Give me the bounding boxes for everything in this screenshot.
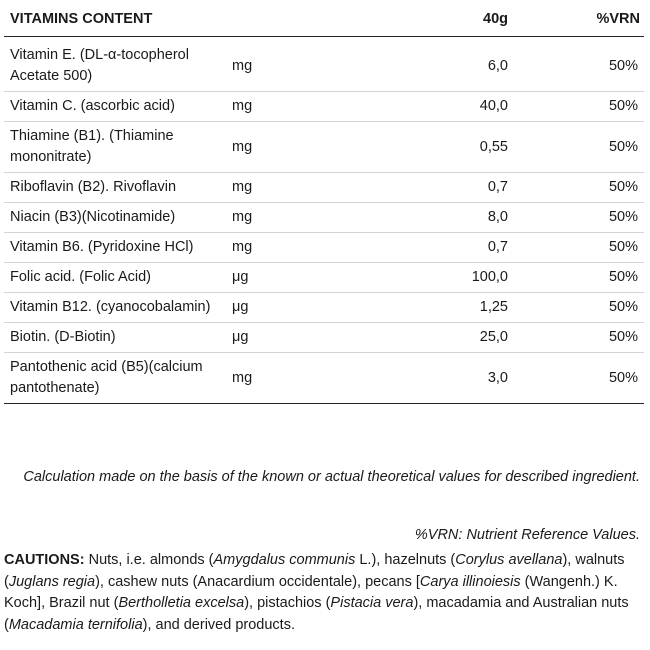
header-unit <box>232 8 312 37</box>
unit-cell: mg <box>232 353 312 404</box>
vrn-cell: 50% <box>512 122 644 173</box>
amount-cell: 100,0 <box>312 263 512 293</box>
amount-cell: 0,7 <box>312 233 512 263</box>
vitamin-name-cell: Vitamin B12. (cyanocobalamin) <box>4 293 232 323</box>
vrn-cell: 50% <box>512 323 644 353</box>
scientific-name: Corylus avellana <box>455 552 563 568</box>
vrn-cell: 50% <box>512 203 644 233</box>
vrn-cell: 50% <box>512 233 644 263</box>
unit-cell: μg <box>232 293 312 323</box>
cautions-label: CAUTIONS: <box>4 552 85 568</box>
cautions-text-segment: Nuts, i.e. almonds ( <box>84 552 214 568</box>
amount-cell: 8,0 <box>312 203 512 233</box>
table-row <box>4 203 644 233</box>
scientific-name: Carya illinoiesis <box>419 573 521 590</box>
table-body <box>4 37 644 404</box>
vrn-cell: 50% <box>512 263 644 293</box>
cautions-text <box>4 552 629 633</box>
header-amount: 40g <box>312 8 512 37</box>
cautions-text-segment: ), walnuts ( <box>4 552 625 590</box>
header-vitamins-content: VITAMINS CONTENT <box>4 8 232 37</box>
table-row <box>4 293 644 323</box>
unit-cell: μg <box>232 323 312 353</box>
amount-cell: 1,25 <box>312 293 512 323</box>
table-row <box>4 173 644 203</box>
vrn-cell: 50% <box>512 353 644 404</box>
scientific-name: Macadamia ternifolia <box>8 616 143 633</box>
cautions-text-segment: ), pistachios ( <box>244 595 331 611</box>
amount-cell: 25,0 <box>312 323 512 353</box>
table-row <box>4 233 644 263</box>
scientific-name: Amygdalus communis <box>213 552 356 568</box>
vitamin-name-cell: Pantothenic acid (B5)(calcium pantothenate) <box>4 353 232 404</box>
table-row <box>4 263 644 293</box>
vrn-note: %VRN: Nutrient Reference Values. <box>414 527 640 543</box>
amount-cell: 0,55 <box>312 122 512 173</box>
table-header-row <box>4 8 644 37</box>
unit-cell: mg <box>232 92 312 122</box>
amount-cell: 40,0 <box>312 92 512 122</box>
header-vrn: %VRN <box>512 8 644 37</box>
unit-cell: μg <box>232 263 312 293</box>
table-row <box>4 353 644 404</box>
cautions-paragraph <box>4 550 644 636</box>
amount-cell: 3,0 <box>312 353 512 404</box>
cautions-text-segment: ), cashew nuts (Anacardium occidentale), pecans [ <box>95 573 420 590</box>
vitamin-name-cell: Vitamin B6. (Pyridoxine HCl) <box>4 233 232 263</box>
amount-cell: 6,0 <box>312 37 512 92</box>
vitamin-name-cell: Niacin (B3)(Nicotinamide) <box>4 203 232 233</box>
table-row <box>4 37 644 92</box>
vrn-cell: 50% <box>512 293 644 323</box>
vrn-cell: 50% <box>512 92 644 122</box>
amount-cell: 0,7 <box>312 173 512 203</box>
vitamin-name-cell: Vitamin E. (DL-α-tocopherol Acetate 500) <box>4 37 232 92</box>
vrn-cell: 50% <box>512 173 644 203</box>
vitamins-table <box>4 8 644 404</box>
vrn-cell: 50% <box>512 37 644 92</box>
cautions-text-segment: L.), hazelnuts ( <box>355 552 456 568</box>
vitamin-name-cell: Thiamine (B1). (Thiamine mononitrate) <box>4 122 232 173</box>
scientific-name: Bertholletia excelsa <box>118 595 245 611</box>
unit-cell: mg <box>232 37 312 92</box>
scientific-name: Pistacia vera <box>330 595 414 611</box>
vitamin-name-cell: Biotin. (D-Biotin) <box>4 323 232 353</box>
unit-cell: mg <box>232 203 312 233</box>
table-row <box>4 92 644 122</box>
vitamin-name-cell: Vitamin C. (ascorbic acid) <box>4 92 232 122</box>
cautions-text-segment: (Wangenh.) K. Koch], Brazil nut ( <box>4 573 618 611</box>
cautions-text-segment: ), macadamia and Australian nuts ( <box>4 595 629 633</box>
calculation-note: Calculation made on the basis of the known or actual theoretical values for described ingredient. <box>23 469 640 485</box>
unit-cell: mg <box>232 122 312 173</box>
unit-cell: mg <box>232 173 312 203</box>
table-row <box>4 323 644 353</box>
unit-cell: mg <box>232 233 312 263</box>
table-row <box>4 122 644 173</box>
cautions-text-segment: ), and derived products. <box>142 616 295 633</box>
scientific-name: Juglans regia <box>8 573 96 590</box>
vitamin-name-cell: Riboflavin (B2). Rivoflavin <box>4 173 232 203</box>
vitamin-name-cell: Folic acid. (Folic Acid) <box>4 263 232 293</box>
